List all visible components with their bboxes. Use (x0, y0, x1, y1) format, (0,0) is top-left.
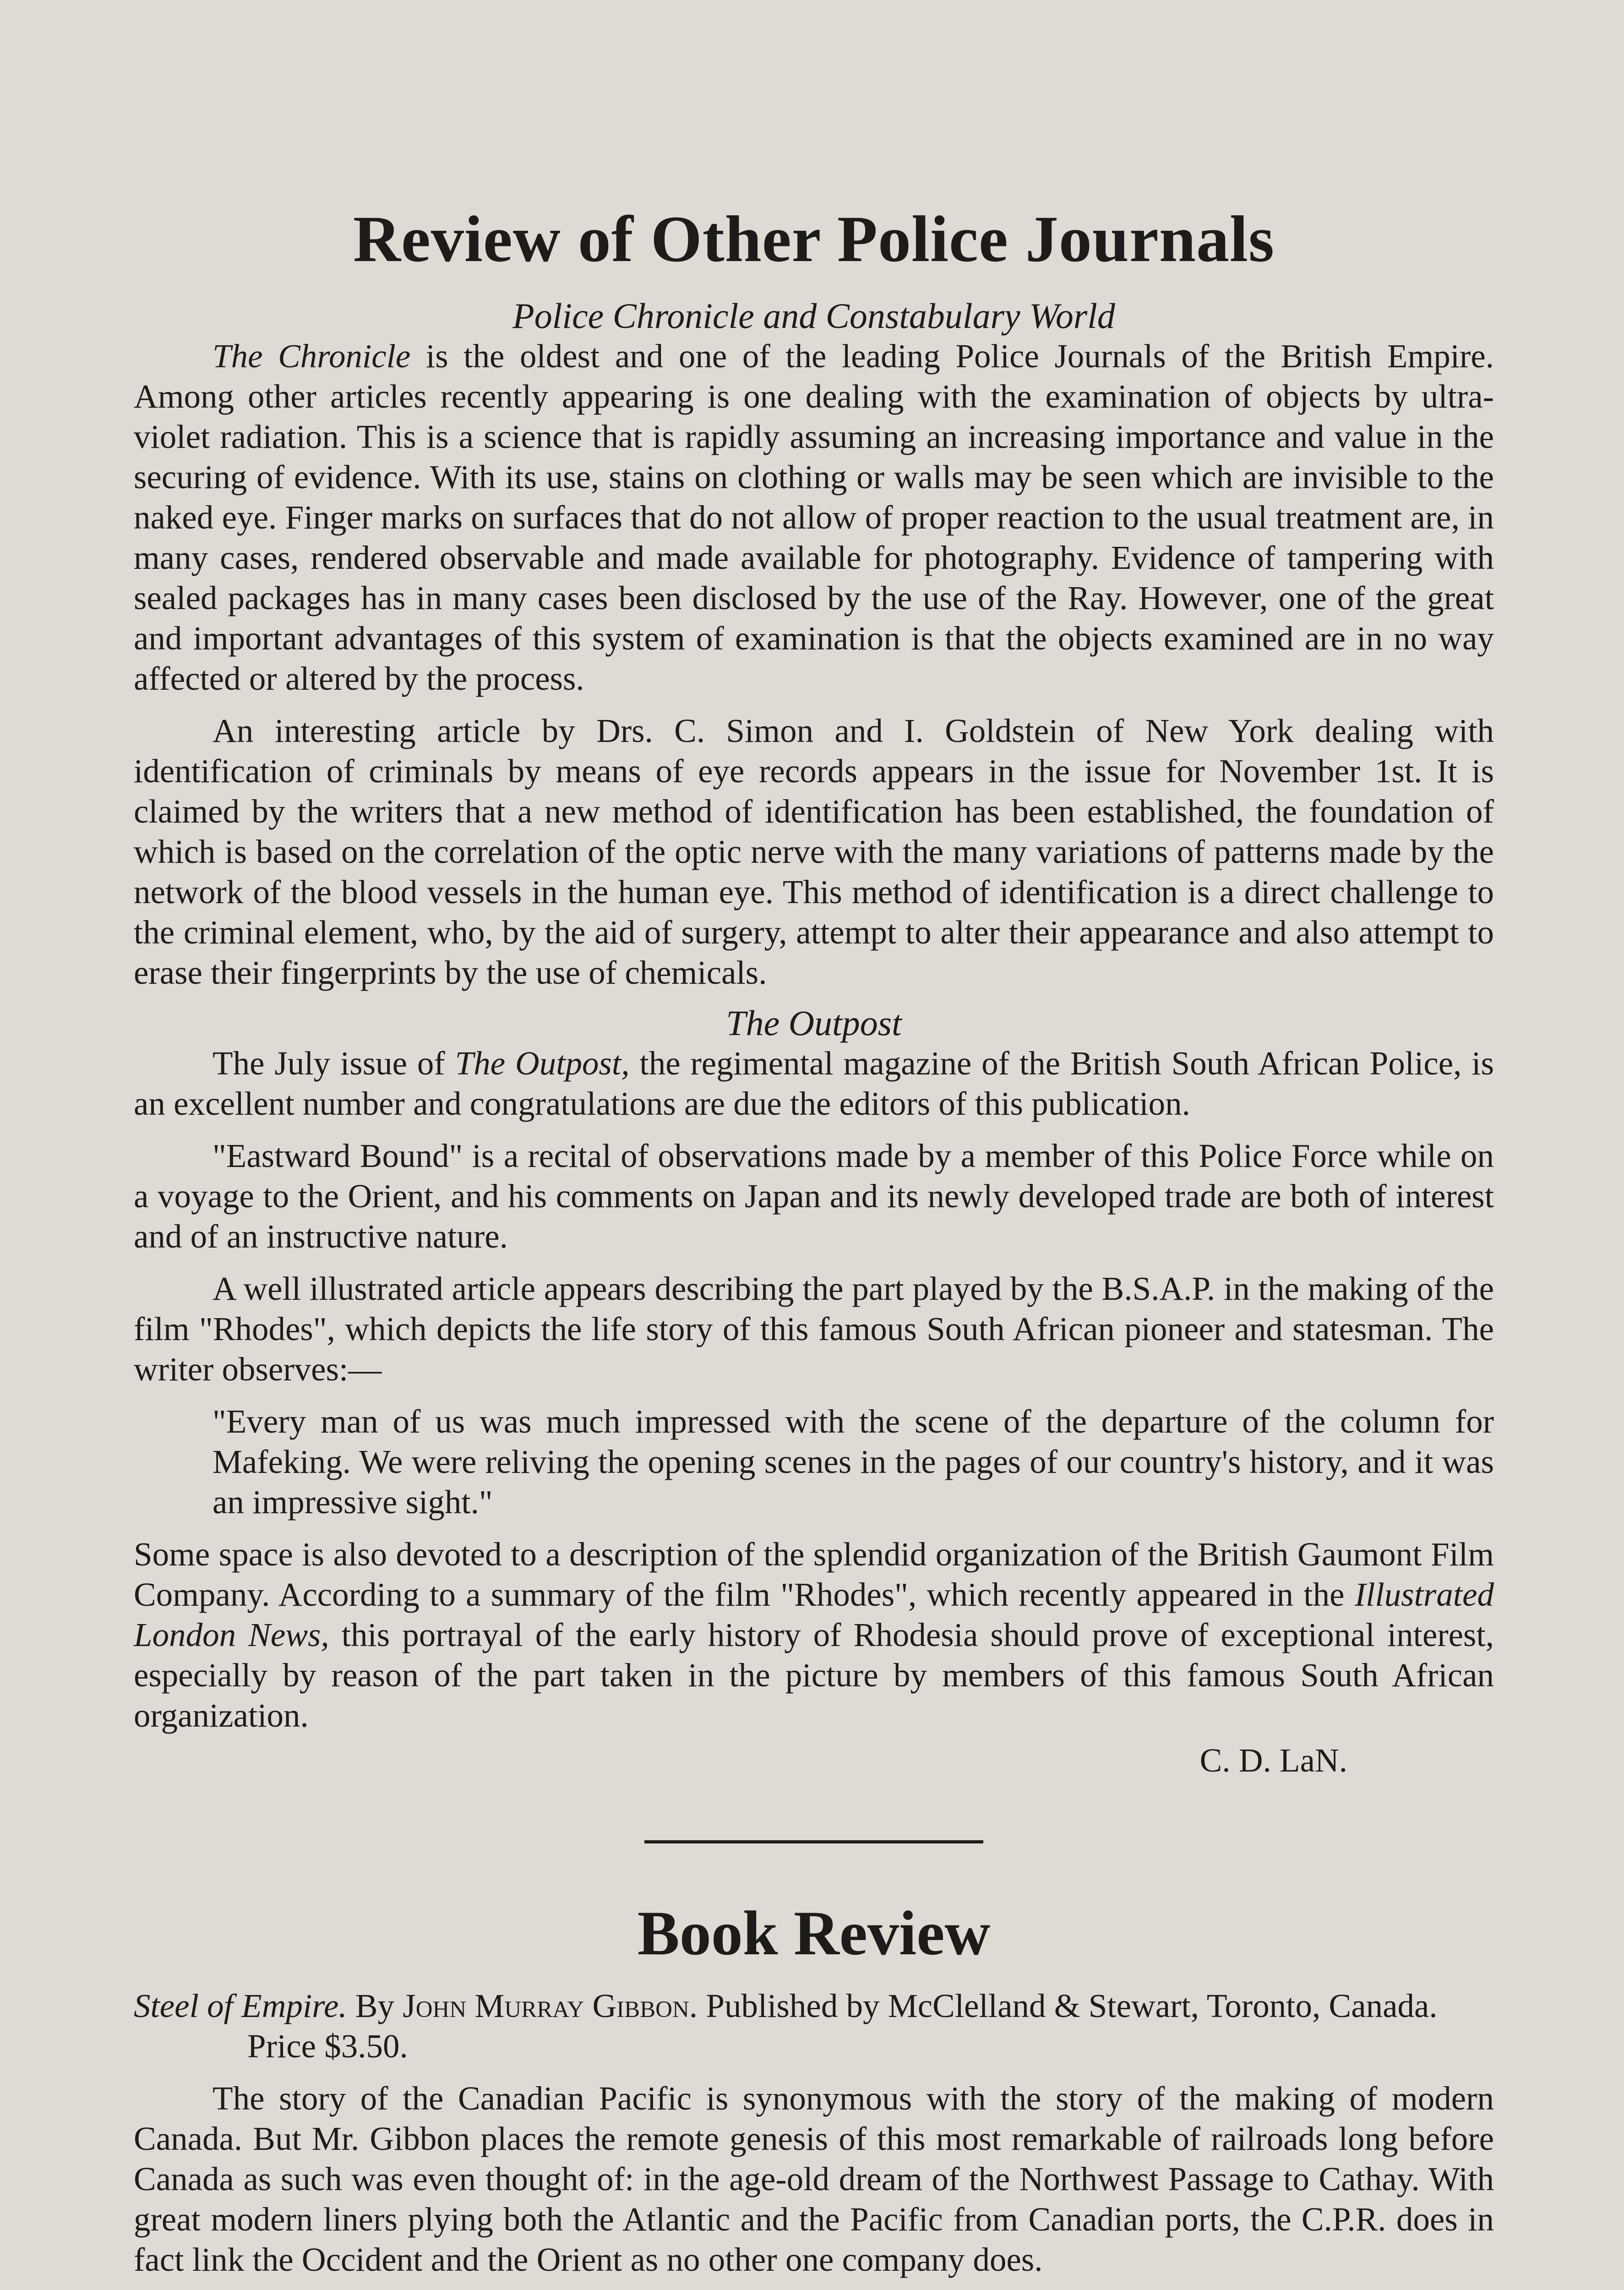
paragraph-text: Some space is also devoted to a description of the splendid organization of the British Gaumont Film Company. According to a summary of the film "Rhodes", which recently appeared in the (134, 1535, 1494, 1613)
book-citation (134, 1986, 1494, 2066)
paragraph: An interesting article by Drs. C. Simon and I. Goldstein of New York dealing with identification of criminals by means of eye records appears in the issue for November 1st. It is claimed by the writers that a new method of identification has been established, the foundation of which is based on the correlation of the optic nerve with the many variations of patterns made by the network of the blood vessels in the human eye. This method of identification is a direct challenge to the criminal element, who, by the aid of surgery, attempt to alter their appearance and also attempt to erase their fingerprints by the use of chemicals. (134, 712, 1494, 991)
italic-journal-title: The Chronicle (213, 337, 411, 375)
signature: C. D. LaN. (1199, 1741, 1347, 1779)
section-divider (644, 1840, 983, 1843)
book-title: Steel of Empire. (134, 1987, 347, 2025)
book-publisher: Published by McClelland & Stewart, Toronto, Canada. Price $3.50. (247, 1987, 1438, 2065)
paragraph: The story of the Canadian Pacific is synonymous with the story of the making of modern Canada. But Mr. Gibbon places the remote genesis of this most remarkable of railroads long before Canada as such was even thought of: in the age-old dream of the Northwest Passage to Cathay. With great modern liners plying both the Atlantic and the Pacific from Canadian ports, the C.P.R. does in fact link the Occident and the Orient as no other one company does. (134, 2080, 1494, 2279)
paragraph (134, 1043, 1494, 1124)
article-title: Review of Other Police Journals (353, 203, 1275, 276)
italic-publication-title: Illustrated London News, (134, 1576, 1494, 1653)
italic-journal-title: The Outpost, (455, 1044, 630, 1082)
paragraph-text: this portrayal of the early history of Rhodesia should prove of exceptional interest, especially by reason of the part taken in the picture by members of this famous South African organization. (134, 1616, 1494, 1734)
block-quote: "Every man of us was much impressed with the scene of the departure of the column for Mafeking. We were reliving the opening scenes in the pages of our country's history, and it was an impressive sight." (213, 1402, 1494, 1521)
paragraph (134, 336, 1494, 699)
citation-by: By (347, 1987, 403, 2025)
paragraph (134, 1534, 1494, 1736)
paragraph-text: the regimental magazine of the British South African Police, is an excellent number and congratulations are due the editors of this publication. (134, 1044, 1494, 1122)
book-author: John Murray Gibbon. (403, 1987, 698, 2025)
paragraph: "Eastward Bound" is a recital of observations made by a member of this Police Force while on a voyage to the Orient, and his comments on Japan and its newly developed trade are both of interest and of an instructive nature. (134, 1137, 1494, 1255)
paragraph-text: is the oldest and one of the leading Police Journals of the British Empire. Among other articles recently appearing is one dealing with the examination of objects by ultra-violet radiation. This is a science that is rapidly assuming an increasing importance and value in the securing of evidence. With its use, stains on clothing or walls may be seen which are invisible to the naked eye. Finger marks on surfaces that do not allow of proper reaction to the usual treatment are, in many cases, rendered observable and made available for photography. Evidence of tampering with sealed packages has in many cases been disclosed by the use of the Ray. However, one of the great and important advantages of this system of examination is that the objects examined are in no way affected or altered by the process. (134, 337, 1494, 697)
section-heading-outpost: The Outpost (726, 1003, 902, 1043)
paragraph-text: The July issue of (213, 1044, 455, 1082)
paragraph: A well illustrated article appears describing the part played by the B.S.A.P. in the making of the film "Rhodes", which depicts the life story of this famous South African pioneer and statesman. The writer observes:— (134, 1270, 1494, 1388)
section-heading-police-chronicle: Police Chronicle and Constabulary World (512, 295, 1115, 336)
page (134, 202, 1494, 2290)
book-review-title: Book Review (637, 1897, 991, 1968)
